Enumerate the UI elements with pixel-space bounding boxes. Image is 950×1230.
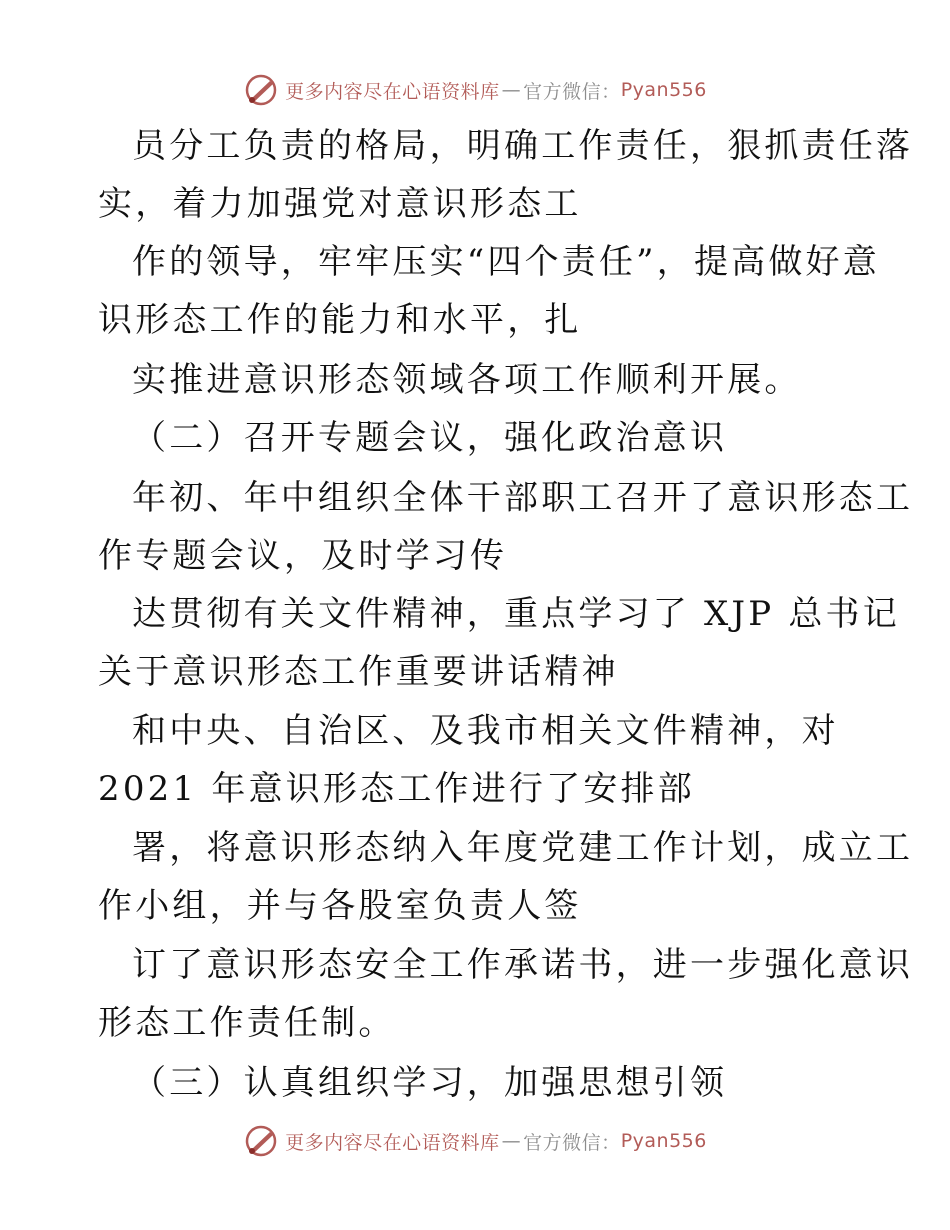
watermark-label: 官方微信： [523,1131,621,1154]
watermark-footer [0,1121,950,1161]
watermark-separator: — [501,1130,522,1152]
section-heading: （三）认真组织学习，加强思想引领 [132,1063,728,1103]
text-line: 2021 年意识形态工作进行了安排部 [98,769,695,809]
text-line: 形态工作责任制。 [98,1003,396,1043]
brush-logo-icon [243,1123,279,1159]
text-line: 作小组，并与各股室负责人签 [98,886,582,926]
watermark-text: 更多内容尽在心语资料库 [285,80,500,103]
watermark-id: Pyan556 [620,1130,707,1152]
text-line: 作专题会议，及时学习传 [98,536,508,576]
watermark-text: 更多内容尽在心语资料库 [285,1131,500,1154]
text-line: 和中央、自治区、及我市相关文件精神，对 [132,711,839,751]
watermark-id: Pyan556 [620,79,707,101]
text-line: 作的领导，牢牢压实“四个责任”，提高做好意 [132,242,880,282]
text-line: 实，着力加强党对意识形态工 [98,184,582,224]
text-line: 订了意识形态安全工作承诺书，进一步强化意识 [132,945,914,985]
text-line: 署，将意识形态纳入年度党建工作计划，成立工 [132,828,914,868]
text-line: 达贯彻有关文件精神，重点学习了 XJP 总书记 [132,594,900,634]
text-line: 实推进意识形态领域各项工作顺利开展。 [132,360,802,400]
section-heading: （二）召开专题会议，强化政治意识 [132,418,728,458]
watermark-separator: — [501,79,522,101]
text-line: 年初、年中组织全体干部职工召开了意识形态工 [132,478,914,518]
text-line: 关于意识形态工作重要讲话精神 [98,652,619,692]
text-line: 识形态工作的能力和水平，扎 [98,300,582,340]
text-line: 员分工负责的格局，明确工作责任，狠抓责任落 [132,126,914,166]
watermark-label: 官方微信： [523,80,621,103]
